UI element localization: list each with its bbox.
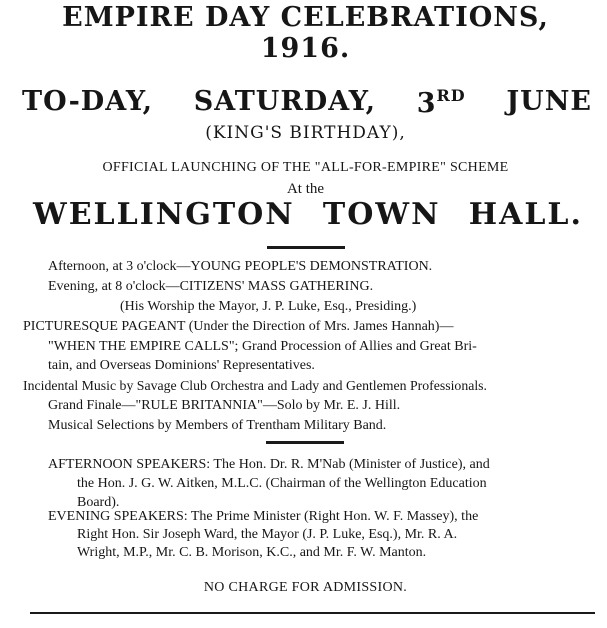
evening-speakers-line-2: Right Hon. Sir Joseph Ward, the Mayor (J. P. Luke, Esq.), Mr. R. A. (77, 527, 458, 542)
admission-note: NO CHARGE FOR ADMISSION. (203, 580, 408, 595)
venue-line (33, 197, 583, 232)
afternoon-speakers-line-2: the Hon. J. G. W. Aitken, M.L.C. (Chairman of the Wellington Education (77, 476, 487, 491)
afternoon-speakers-line-3: Board). (77, 495, 120, 510)
date-today: TO-DAY, (22, 86, 154, 117)
headline-title: EMPIRE DAY CELEBRATIONS, (62, 2, 549, 33)
programme-line-8: Grand Finale—"RULE BRITANNIA"—Solo by Mr. E. J. Hill. (48, 398, 401, 413)
date-day-suffix: RD (436, 86, 466, 105)
date-month: JUNE (506, 86, 592, 117)
launch-line: OFFICIAL LAUNCHING OF THE "ALL-FOR-EMPIRE" SCHEME (102, 160, 509, 175)
programme-line-6: tain, and Overseas Dominions' Representatives. (48, 358, 315, 373)
date-weekday: SATURDAY, (193, 86, 376, 117)
afternoon-speakers-line-1: AFTERNOON SPEAKERS: The Hon. Dr. R. M'Nab (Minister of Justice), and (48, 457, 490, 472)
programme-line-1: Afternoon, at 3 o'clock—YOUNG PEOPLE'S DEMONSTRATION. (48, 259, 433, 274)
date-day: 3RD (416, 86, 466, 119)
divider-short-1 (267, 246, 345, 249)
programme-line-4: PICTURESQUE PAGEANT (Under the Direction of Mrs. James Hannah)— (23, 319, 454, 334)
date-note: (KING'S BIRTHDAY), (205, 123, 406, 143)
at-the: At the (286, 181, 325, 197)
programme-line-3: (His Worship the Mayor, J. P. Luke, Esq., Presiding.) (120, 299, 417, 314)
venue-word-2: TOWN (322, 197, 441, 232)
programme-line-2: Evening, at 8 o'clock—CITIZENS' MASS GATHERING. (48, 279, 374, 294)
venue-word-3: HALL. (468, 197, 583, 232)
programme-line-5: "WHEN THE EMPIRE CALLS"; Grand Procession of Allies and Great Bri- (48, 339, 477, 354)
headline-year: 1916. (260, 33, 351, 64)
programme-line-7: Incidental Music by Savage Club Orchestra and Lady and Gentlemen Professionals. (23, 378, 487, 393)
venue-word-1: WELLINGTON (33, 197, 295, 232)
evening-speakers-line-3: Wright, M.P., Mr. C. B. Morison, K.C., and Mr. F. W. Manton. (77, 545, 427, 560)
date-line (22, 86, 592, 119)
evening-speakers-line-1: EVENING SPEAKERS: The Prime Minister (Right Hon. W. F. Massey), the (48, 509, 479, 524)
programme-line-9: Musical Selections by Members of Trentham Military Band. (48, 418, 387, 433)
divider-short-2 (266, 441, 344, 444)
bottom-rule (30, 612, 595, 614)
